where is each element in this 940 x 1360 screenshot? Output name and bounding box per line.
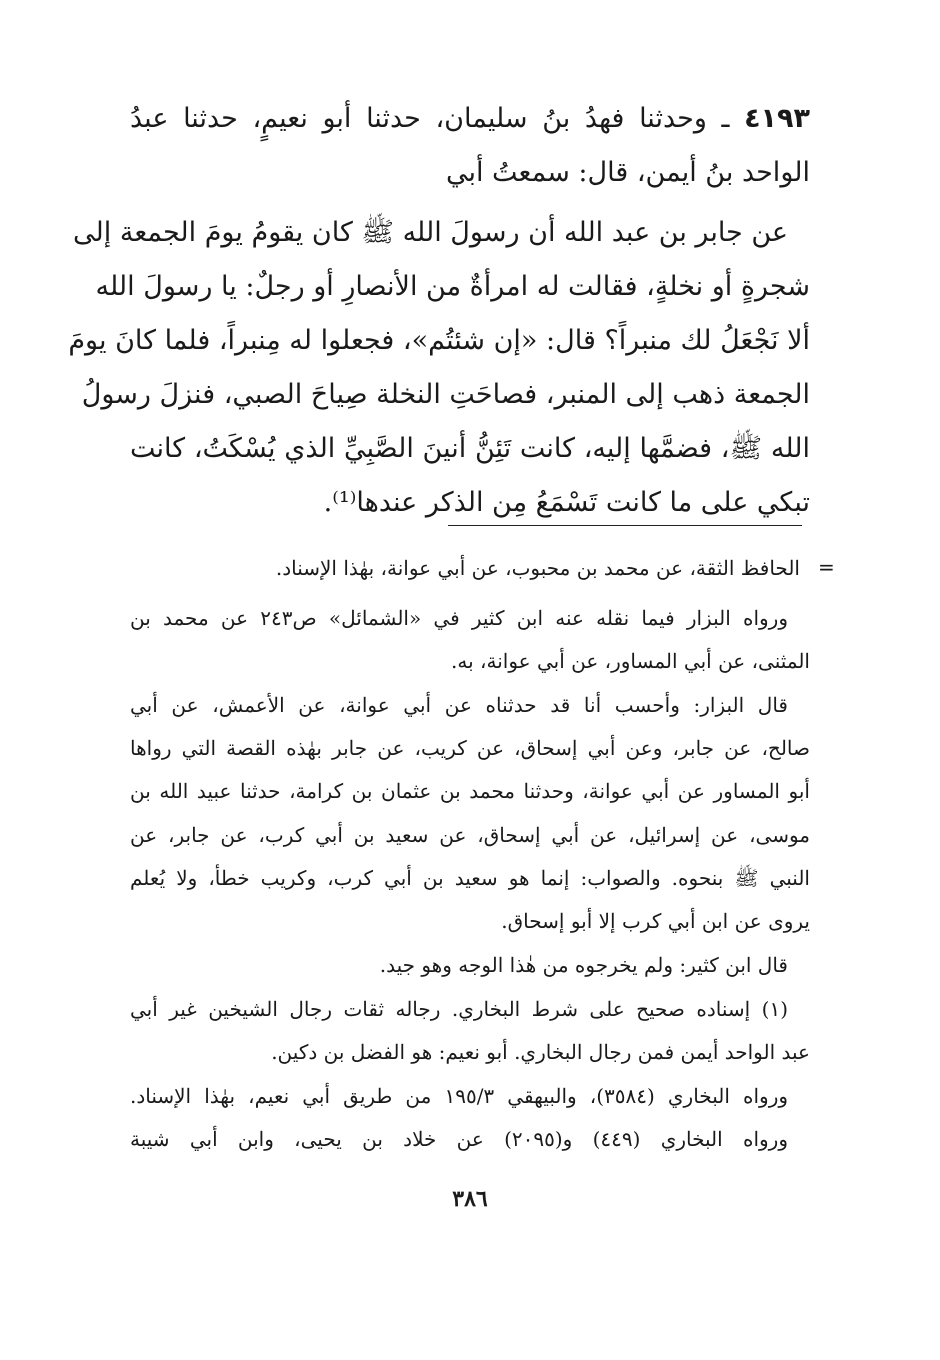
footnote-line-2: ورواه البزار فيما نقله عنه ابن كثير في «الشمائل» ص٢٤٣ عن محمد بن — [130, 606, 788, 630]
footnote-line-6: أبو المساور عن أبي عوانة، وحدثنا محمد بن عثمان بن كرامة، حدثنا عبيد الله بن — [130, 779, 810, 803]
footnote-line-11: (١) إسناده صحيح على شرط البخاري. رجاله ثقات رجال الشيخين غير أبي — [130, 997, 788, 1021]
footnote-line-14: ورواه البخاري (٤٤٩) و(٢٠٩٥) عن خلاد بن يحيى، وابن أبي شيبة — [130, 1127, 788, 1151]
hadith-isnad-line-2: الواحد بنُ أيمن، قال: سمعتُ أبي — [445, 157, 810, 188]
footnote-line-13: ورواه البخاري (٣٥٨٤)، والبيهقي ١٩٥/٣ من طريق أبي نعيم، بهٰذا الإسناد. — [130, 1084, 789, 1108]
footnote-line-12: عبد الواحد أيمن فمن رجال البخاري. أبو نعيم: هو الفضل بن دكين. — [271, 1040, 810, 1064]
hadith-matn-line-5: الله ﷺ، فضمَّها إليه، كانت تَئِنُّ أنينَ الصَّبِيِّ الذي يُسْكَتُ، كانت — [130, 433, 810, 464]
page-number: ٣٨٦ — [452, 1186, 488, 1212]
footnote-line-4: قال البزار: وأحسب أنا قد حدثناه عن أبي عوانة، عن الأعمش، عن أبي — [130, 693, 788, 717]
footnote-line-1: الحافظ الثقة، عن محمد بن محبوب، عن أبي عوانة، بهٰذا الإسناد. — [275, 556, 800, 580]
footnote-line-9: يروى عن ابن أبي كرب إلا أبو إسحاق. — [501, 909, 810, 933]
footnote-line-8: النبي ﷺ بنحوه. والصواب: إنما هو سعيد بن أبي كرب، وكريب خطأ، ولا يُعلم — [130, 866, 810, 890]
footnote-separator — [448, 525, 802, 526]
hadith-matn-line-6: تبكي على ما كانت تَسْمَعُ مِن الذكر عندها⁽¹⁾. — [323, 487, 810, 518]
footnote-line-3: المثنى، عن أبي المساور، عن أبي عوانة، به. — [451, 649, 810, 673]
footnote-line-5: صالح، عن جابر، وعن أبي إسحاق، عن كريب، عن جابر بهٰذه القصة التي رواها — [130, 736, 810, 760]
hadith-matn-line-4: الجمعة ذهب إلى المنبر، فصاحَتِ النخلة صِياحَ الصبي، فنزلَ رسولُ — [81, 379, 810, 410]
footnote-continuation-mark: = — [818, 555, 835, 579]
footnote-line-7: موسى، عن إسرائيل، عن أبي إسحاق، عن سعيد بن أبي كرب، عن جابر، عن — [130, 823, 810, 847]
hadith-number: ٤١٩٣ — [744, 103, 810, 134]
hadith-isnad-line-1: ـ وحدثنا فهدُ بنُ سليمان، حدثنا أبو نعيمٍ، حدثنا عبدُ — [130, 103, 730, 134]
hadith-matn-line-2: شجرةٍ أو نخلةٍ، فقالت له امرأةٌ من الأنصارِ أو رجلٌ: يا رسولَ الله — [95, 271, 810, 302]
footnote-line-10: قال ابن كثير: ولم يخرجوه من هٰذا الوجه وهو جيد. — [379, 953, 788, 977]
hadith-line-1 — [130, 92, 810, 146]
hadith-matn-line-3: ألا نَجْعَلُ لك منبراً؟ قال: «إن شئتُم»، فجعلوا له مِنبراً، فلما كانَ يومَ — [68, 325, 810, 356]
hadith-matn-line-1: عن جابر بن عبد الله أن رسولَ الله ﷺ كان يقومُ يومَ الجمعة إلى — [73, 217, 788, 248]
